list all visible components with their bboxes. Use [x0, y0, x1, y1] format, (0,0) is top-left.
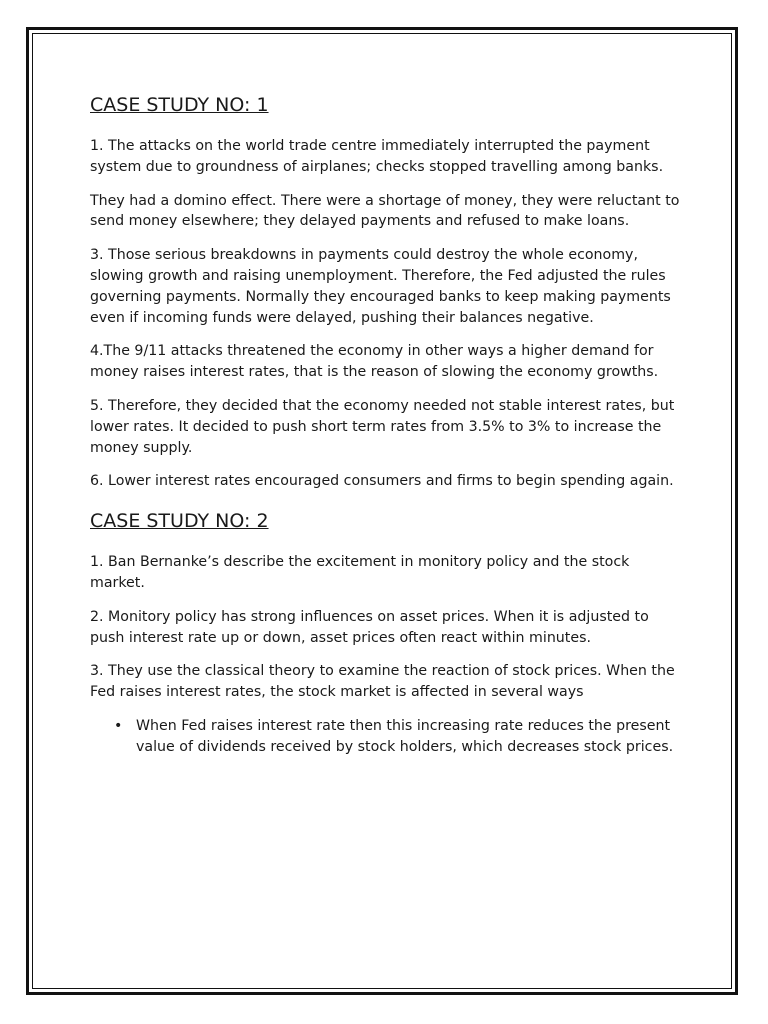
case-study-1-paragraph-1: 1. The attacks on the world trade centre immediately interrupted the payment system due to groundness of airplanes; checks stopped travelling among banks. [90, 138, 664, 175]
case-study-2-heading: CASE STUDY NO: 2 [90, 510, 269, 533]
case-study-2-bullet-list [90, 716, 682, 758]
bullet-icon: • [114, 717, 123, 734]
case-study-1-paragraph-6: 6. Lower interest rates encouraged consumers and firms to begin spending again. [90, 473, 674, 490]
case-study-1-paragraph-2: They had a domino effect. There were a shortage of money, they were reluctant to send money elsewhere; they delayed payments and refused to make loans. [90, 192, 680, 230]
document-body [90, 92, 682, 758]
case-study-1-heading: CASE STUDY NO: 1 [90, 94, 269, 116]
list-item [90, 716, 682, 758]
case-study-1-paragraph-5: 5. Therefore, they decided that the economy needed not stable interest rates, but lower rates. It decided to push short term rates from 3.5% to 3% to increase the money supply. [90, 397, 675, 456]
case-study-1-paragraph-4: 4.The 9/11 attacks threatened the economy in other ways a higher demand for money raises interest rates, that is the reason of slowing the economy growths. [90, 343, 659, 381]
case-study-2-paragraph-1: 1. Ban Bernanke’s describe the excitement in monitory policy and the stock market. [90, 554, 630, 591]
bullet-text: When Fed raises interest rate then this increasing rate reduces the present value of dividends received by stock holders, which decreases stock prices. [136, 717, 674, 755]
case-study-2-paragraph-2: 2. Monitory policy has strong influences on asset prices. When it is adjusted to push interest rate up or down, asset prices often react within minutes. [90, 608, 649, 646]
case-study-1-paragraph-3: 3. Those serious breakdowns in payments could destroy the whole economy, slowing growth and raising unemployment. Therefore, the Fed adjusted the rules governing payments. Normally they encouraged banks to keep making payments even if incoming funds were delayed, pushing their balances negative. [90, 247, 671, 326]
case-study-2-paragraph-3: 3. They use the classical theory to examine the reaction of stock prices. When the Fed raises interest rates, the stock market is affected in several ways [90, 663, 675, 701]
